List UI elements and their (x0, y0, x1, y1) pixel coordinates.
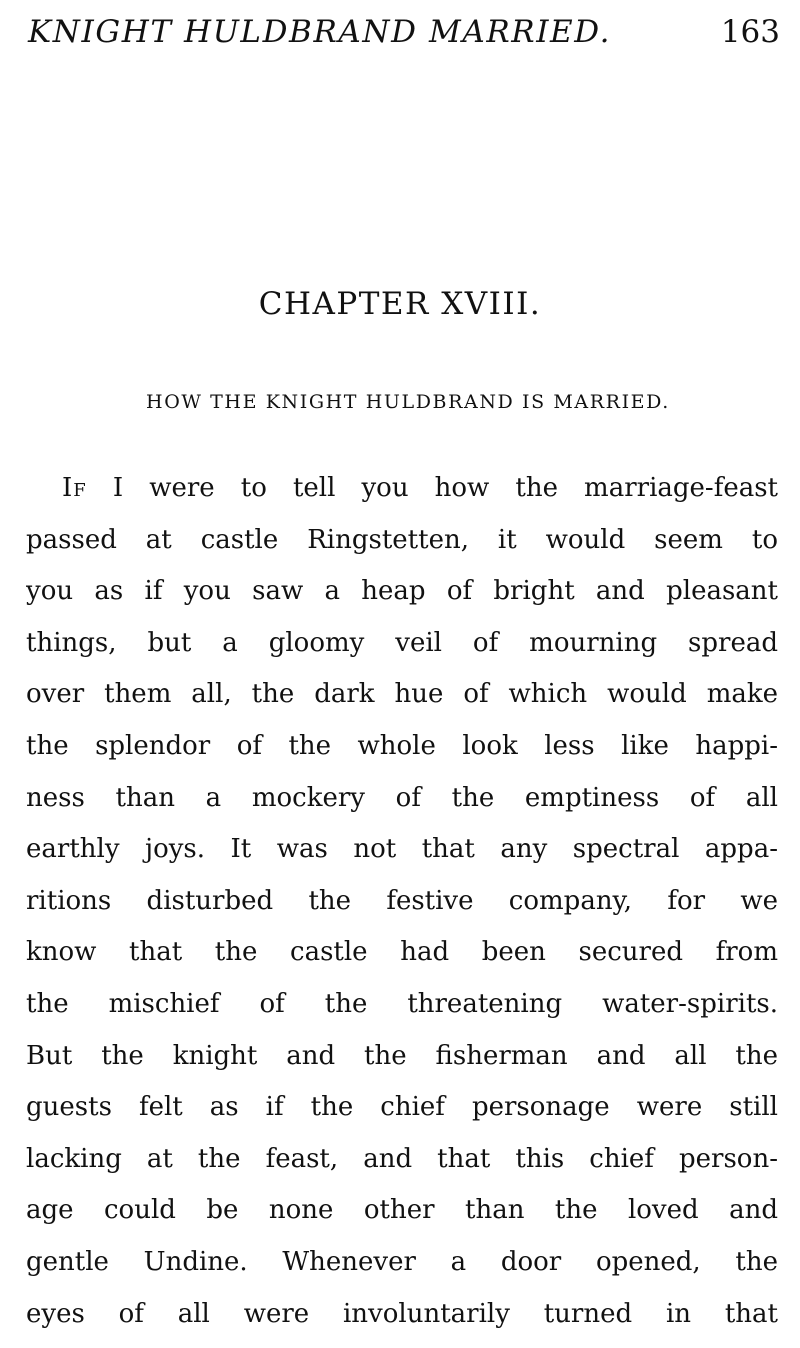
body-line-8: earthly joys. It was not that any spectral appa- (26, 834, 778, 865)
body-line-1 (26, 463, 778, 515)
running-title: KNIGHT HULDBRAND MARRIED. (28, 14, 612, 50)
body-line-12: But the knight and the fisherman and all the (26, 1040, 778, 1071)
page-number: 163 (720, 14, 780, 50)
chapter-title: CHAPTER XVIII. (258, 286, 542, 322)
chapter-subtitle: HOW THE KNIGHT HULDBRAND IS MARRIED. (146, 391, 670, 413)
body-line-4: things, but a gloomy veil of mourning spread (26, 627, 778, 658)
page-header (28, 12, 780, 52)
body-line-1-text: I were to tell you how the marriage-feast (112, 473, 778, 503)
drop-word: If (62, 473, 87, 503)
body-line-10: know that the castle had been secured from (26, 937, 778, 968)
body-line-15: age could be none other than the loved and (26, 1195, 778, 1226)
body-line-5: over them all, the dark hue of which would make (26, 679, 778, 710)
body-text (26, 463, 778, 1340)
body-line-3: you as if you saw a heap of bright and pleasant (26, 576, 778, 607)
body-line-17: eyes of all were involuntarily turned in that (26, 1298, 778, 1329)
body-line-6: the splendor of the whole look less like happi- (26, 730, 778, 761)
body-line-16: gentle Undine. Whenever a door opened, the (26, 1246, 778, 1277)
body-line-9: ritions disturbed the festive company, for we (26, 885, 778, 916)
body-line-7: ness than a mockery of the emptiness of all (26, 782, 778, 813)
body-line-13: guests felt as if the chief personage were still (26, 1092, 778, 1123)
body-line-11: the mischief of the threatening water-spirits. (26, 988, 778, 1019)
body-line-14: lacking at the feast, and that this chief person- (26, 1143, 778, 1174)
body-line-2: passed at castle Ringstetten, it would seem to (26, 524, 778, 555)
